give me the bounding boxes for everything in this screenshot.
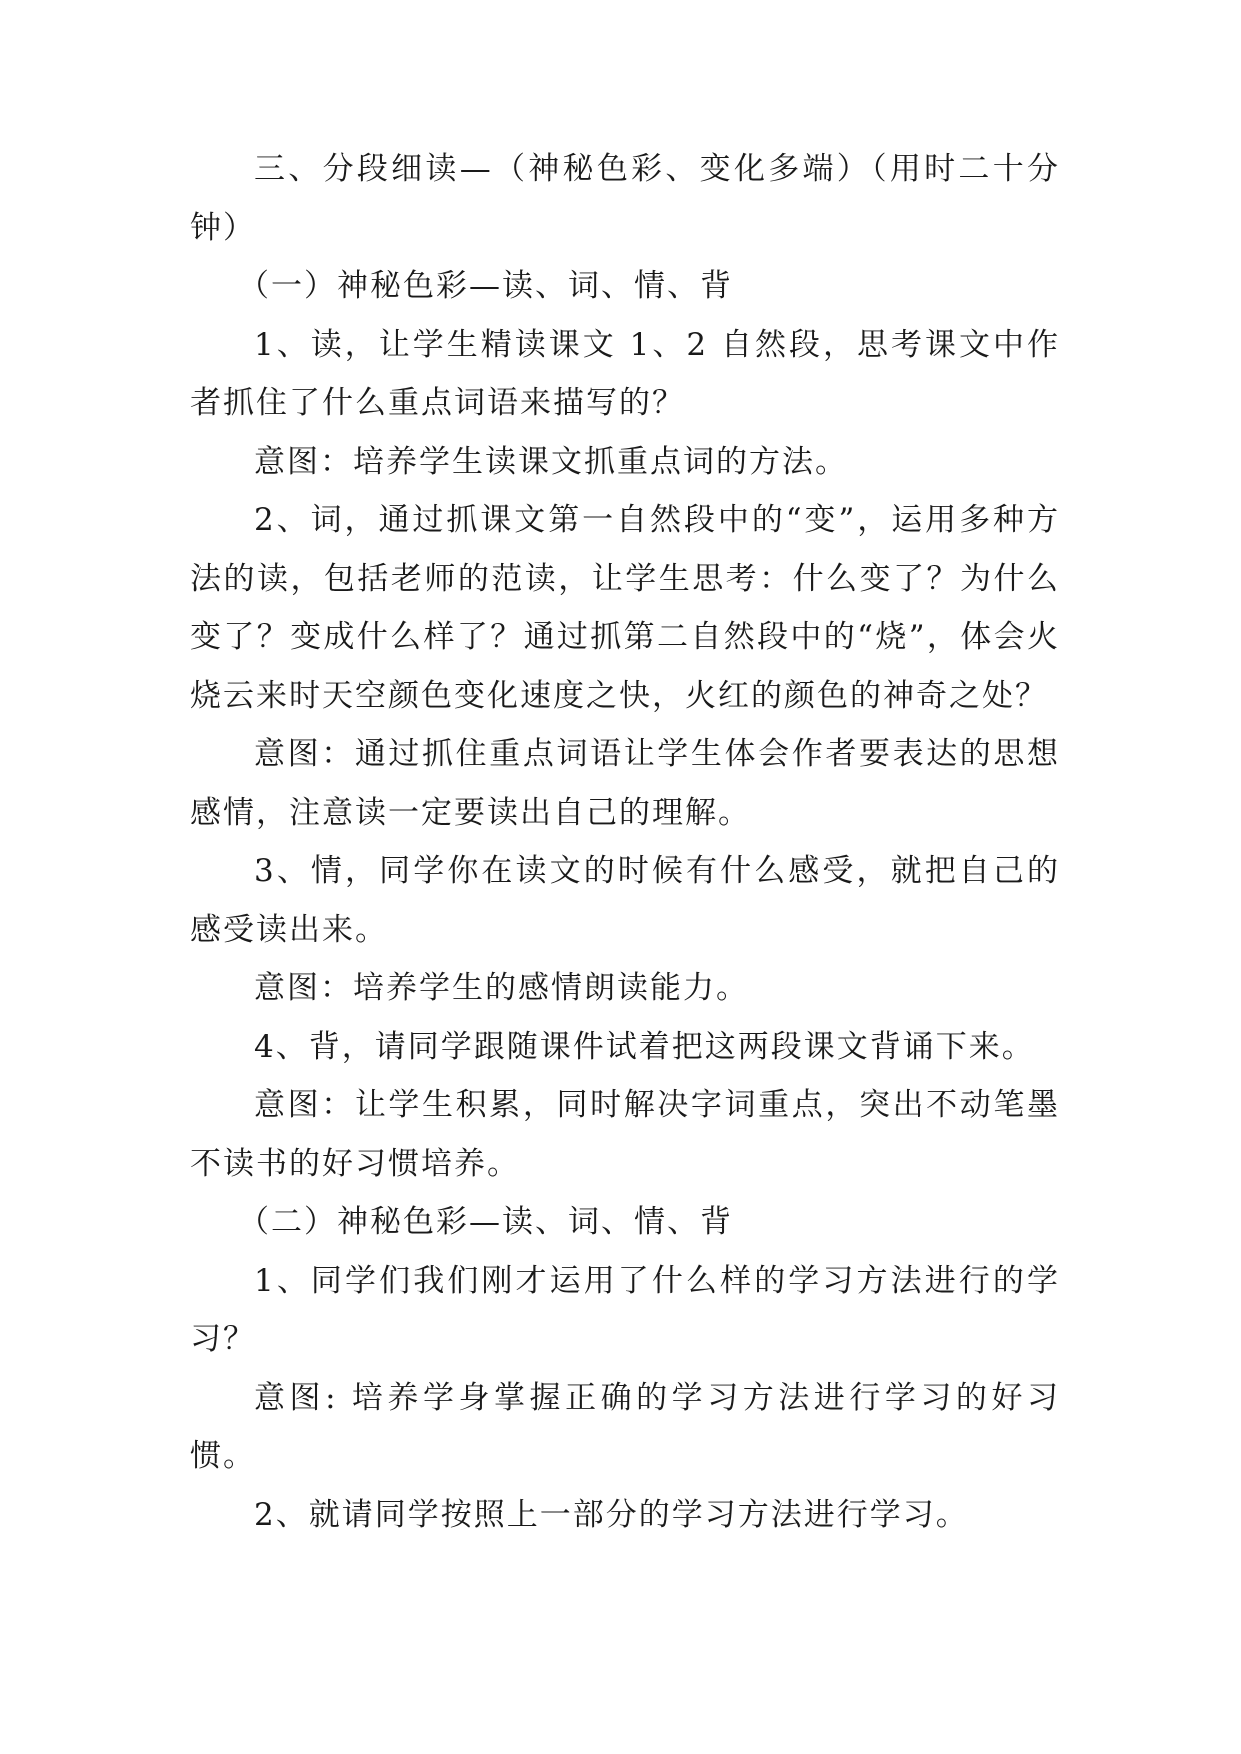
subsection-heading: （一）神秘色彩—读、词、情、背 [238,268,733,304]
intent-note: 意图：通过抓住重点词语让学生体会作者要表达的思想感情，注意读一定要读出自己的理解。 [190,736,1060,831]
paragraph: 4、背，请同学跟随课件试着把这两段课文背诵下来。 [254,1028,1035,1065]
subsection-heading: （二）神秘色彩—读、词、情、背 [238,1204,733,1240]
intent-note: 意图: 培养学身掌握正确的学习方法进行学习的好习惯。 [190,1379,1060,1474]
paragraph: 1、同学们我们刚才运用了什么样的学习方法进行的学习？ [190,1262,1060,1357]
intent-note: 意图：培养学生的感情朗读能力。 [254,970,749,1006]
intent-note: 意图：培养学生读课文抓重点词的方法。 [254,443,848,480]
paragraph: 3、情，同学你在读文的时候有什么感受，就把自己的感受读出来。 [190,853,1060,948]
section-heading: 三、分段细读—（神秘色彩、变化多端）（用时二十分钟） [190,151,1060,246]
paragraph: 2、词，通过抓课文第一自然段中的“变”，运用多种方法的读，包括老师的范读，让学生思考：什么变了？为什么变了？变成什么样了？通过抓第二自然段中的“烧”，体会火烧云来时天空颜色变化速度之快，火红的颜色的神奇之处？ [190,502,1060,714]
intent-note: 意图：让学生积累，同时解决字词重点，突出不动笔墨不读书的好习惯培养。 [190,1087,1060,1182]
paragraph: 1、读，让学生精读课文 1、2 自然段，思考课文中作者抓住了什么重点词语来描写的？ [190,326,1060,421]
paragraph: 2、就请同学按照上一部分的学习方法进行学习。 [254,1496,969,1533]
document-body [190,140,1060,1544]
